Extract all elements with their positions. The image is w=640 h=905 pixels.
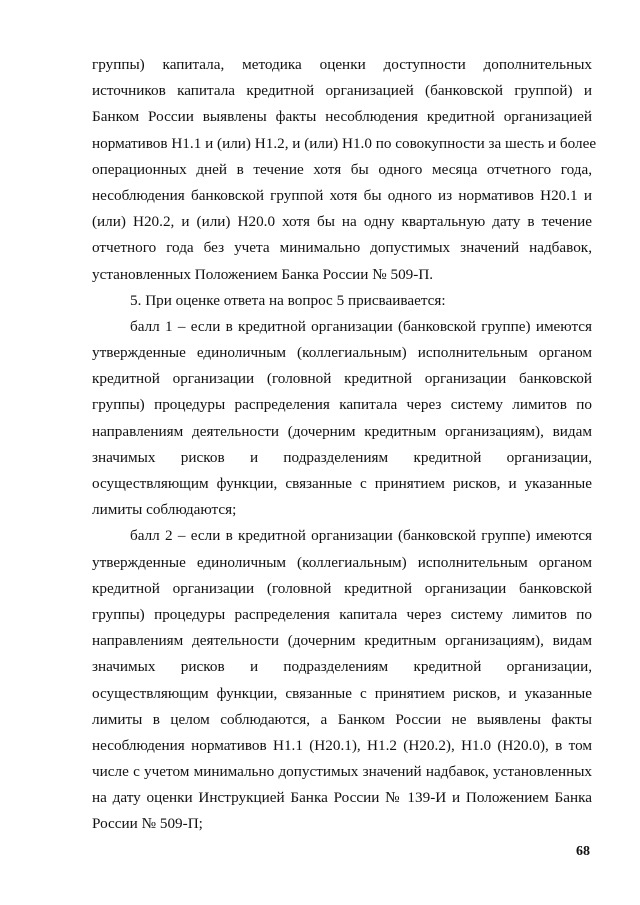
text-line: лимиты в целом соблюдаются, а Банком России не выявлены факты — [92, 710, 592, 728]
text-line: отчетного года без учета минимально допустимых значений надбавок, — [92, 239, 592, 257]
text-line: направлениям деятельности (дочерним кредитным организациям), видам — [92, 632, 592, 650]
text-line: балл 2 – если в кредитной организации (банковской группе) имеются — [130, 527, 592, 545]
text-line: несоблюдения банковской группой хотя бы одного из нормативов Н20.1 и — [92, 186, 592, 204]
text-line: нормативов Н1.1 и (или) Н1.2, и (или) Н1.0 по совокупности за шесть и более — [92, 134, 597, 152]
text-line: группы) процедуры распределения капитала через систему лимитов по — [92, 396, 592, 414]
text-line: утвержденные единоличным (коллегиальным) исполнительным органом — [92, 553, 592, 571]
text-line: кредитной организации (головной кредитной организации банковской — [92, 579, 592, 597]
text-line: значимых рисков и подразделениям кредитной организации, — [92, 448, 592, 466]
text-line: числе с учетом минимально допустимых значений надбавок, установленных — [92, 763, 592, 781]
page-number: 68 — [576, 844, 590, 859]
text-line: осуществляющим функции, связанные с принятием рисков, и указанные — [92, 475, 592, 492]
text-line: (или) Н20.2, и (или) Н20.0 хотя бы на одну квартальную дату в течение — [92, 213, 592, 231]
text-line: группы) капитала, методика оценки доступности дополнительных — [92, 56, 592, 73]
text-line: осуществляющим функции, связанные с принятием рисков, и указанные — [92, 684, 592, 702]
text-line: Банком России выявлены факты несоблюдения кредитной организацией — [92, 108, 592, 126]
text-line: России № 509-П; — [92, 815, 203, 833]
text-line: операционных дней в течение хотя бы одного месяца отчетного года, — [92, 160, 592, 178]
text-line: лимиты соблюдаются; — [92, 501, 237, 519]
body-text — [92, 52, 597, 838]
text-line: 5. При оценке ответа на вопрос 5 присваивается: — [130, 291, 446, 309]
text-line: источников капитала кредитной организацией (банковской группой) и — [92, 82, 592, 100]
text-line: несоблюдения нормативов Н1.1 (Н20.1), Н1.2 (Н20.2), Н1.0 (Н20.0), в том — [92, 736, 592, 754]
text-line: утвержденные единоличным (коллегиальным) исполнительным органом — [92, 344, 592, 362]
text-line: балл 1 – если в кредитной организации (банковской группе) имеются — [130, 317, 592, 335]
text-line: значимых рисков и подразделениям кредитной организации, — [92, 658, 592, 676]
text-line: направлениям деятельности (дочерним кредитным организациям), видам — [92, 422, 592, 440]
text-line: на дату оценки Инструкцией Банка России № 139-И и Положением Банка — [92, 789, 592, 807]
text-line: группы) процедуры распределения капитала через систему лимитов по — [92, 605, 592, 623]
text-line: установленных Положением Банка России № 509-П. — [92, 265, 434, 283]
text-line: кредитной организации (головной кредитной организации банковской — [92, 370, 592, 388]
